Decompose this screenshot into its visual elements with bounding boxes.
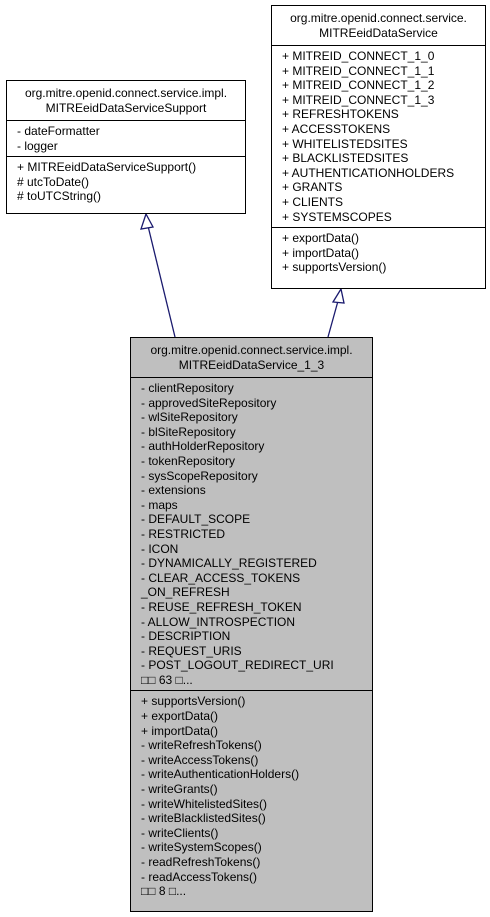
- attribute: + BLACKLISTEDSITES: [282, 151, 409, 166]
- attribute: - REQUEST_URIS: [141, 643, 242, 658]
- operations-section: [272, 227, 485, 278]
- attribute: - approvedSiteRepository: [141, 395, 277, 410]
- operation: + supportsVersion(): [282, 260, 387, 275]
- operation: - writeSystemScopes(): [141, 840, 262, 855]
- attribute: + MITREID_CONNECT_1_3: [282, 92, 435, 107]
- attribute: + WHITELISTEDSITES: [282, 136, 408, 151]
- attribute: + MITREID_CONNECT_1_2: [282, 78, 435, 93]
- attribute: - maps: [141, 497, 178, 512]
- attribute: - POST_LOGOUT_REDIRECT_URI: [141, 658, 334, 673]
- operation: - writeWhitelistedSites(): [141, 796, 268, 811]
- operation: - writeBlacklistedSites(): [141, 811, 266, 826]
- attribute: + GRANTS: [282, 180, 343, 195]
- attributes-section: [131, 377, 372, 690]
- attributes-section: [7, 120, 245, 156]
- class-package: org.mitre.openid.connect.service.: [290, 11, 467, 25]
- attribute: - wlSiteRepository: [141, 410, 238, 425]
- class-box-interface[interactable]: [271, 5, 486, 289]
- attribute: - authHolderRepository: [141, 439, 265, 454]
- operation: # utcToDate(): [17, 174, 90, 189]
- attribute: + AUTHENTICATIONHOLDERS: [282, 165, 455, 180]
- operation: + importData(): [141, 723, 219, 738]
- attribute: + ACCESSTOKENS: [282, 121, 391, 136]
- operation: - writeAccessTokens(): [141, 752, 259, 767]
- inherit-arrowhead-support: [141, 214, 153, 229]
- more-operations: □□ 8 □...: [141, 884, 187, 899]
- attribute: - dateFormatter: [17, 124, 100, 138]
- operation: + importData(): [282, 245, 360, 260]
- operation: - writeAuthenticationHolders(): [141, 767, 300, 782]
- attributes-section: [272, 45, 485, 227]
- class-name: MITREeidDataService_1_3: [178, 358, 325, 372]
- attribute: + REFRESHTOKENS: [282, 107, 399, 122]
- inherit-arrowhead-interface: [333, 289, 344, 303]
- operation: - writeClients(): [141, 825, 219, 840]
- attribute: - sysScopeRepository: [141, 468, 258, 483]
- attribute: - clientRepository: [141, 381, 234, 395]
- inherit-line-interface: [328, 301, 338, 337]
- attribute: - RESTRICTED: [141, 526, 225, 541]
- class-title-support: [7, 81, 245, 120]
- class-package: org.mitre.openid.connect.service.impl.: [24, 86, 228, 100]
- operations-section: [7, 156, 245, 207]
- operation: + exportData(): [282, 231, 360, 246]
- attribute: - extensions: [141, 483, 206, 498]
- class-title-interface: [272, 6, 485, 45]
- attribute: - blSiteRepository: [141, 424, 236, 439]
- inherit-line-support: [148, 226, 175, 337]
- operation: + exportData(): [141, 709, 219, 724]
- attribute: - tokenRepository: [141, 453, 236, 468]
- attribute: + SYSTEMSCOPES: [282, 209, 392, 224]
- attribute: + MITREID_CONNECT_1_1: [282, 63, 435, 78]
- class-name: MITREeidDataServiceSupport: [45, 101, 207, 115]
- attribute: + MITREID_CONNECT_1_0: [282, 49, 435, 63]
- attribute: - CLEAR_ACCESS_TOKENS: [141, 570, 301, 585]
- attribute: _ON_REFRESH: [141, 585, 230, 600]
- operation: # toUTCString(): [17, 189, 102, 204]
- attribute: - DEFAULT_SCOPE: [141, 512, 251, 527]
- class-box-support[interactable]: [6, 80, 246, 214]
- attribute: - ALLOW_INTROSPECTION: [141, 614, 296, 629]
- attribute: + CLIENTS: [282, 194, 344, 209]
- class-title-main: [131, 338, 372, 377]
- operation: - writeGrants(): [141, 782, 218, 797]
- operation: + MITREeidDataServiceSupport(): [17, 160, 197, 175]
- operation: + supportsVersion(): [141, 694, 246, 709]
- class-box-main[interactable]: [130, 337, 373, 912]
- class-package: org.mitre.openid.connect.service.impl.: [150, 343, 353, 357]
- attribute: - DYNAMICALLY_REGISTERED: [141, 556, 317, 571]
- operation: - writeRefreshTokens(): [141, 738, 262, 753]
- operations-section: [131, 690, 372, 901]
- attribute: - ICON: [141, 541, 179, 556]
- more-attributes: □□ 63 □...: [141, 672, 193, 687]
- attribute: - REUSE_REFRESH_TOKEN: [141, 599, 302, 614]
- operation: - readRefreshTokens(): [141, 855, 261, 869]
- attribute: - logger: [17, 138, 58, 153]
- class-name: MITREeidDataService: [319, 26, 438, 40]
- attribute: - DESCRIPTION: [141, 629, 231, 644]
- operation: - readAccessTokens(): [141, 869, 258, 884]
